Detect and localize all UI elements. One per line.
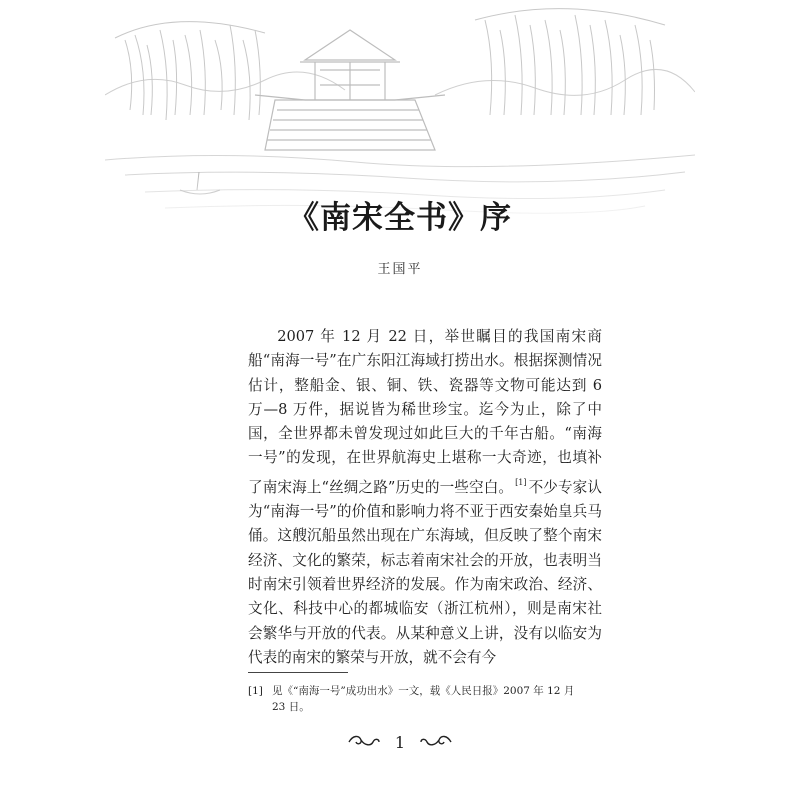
page-title: 《南宋全书》序: [288, 200, 512, 236]
body-text-part2: 不少专家认为“南海一号”的价值和影响力将不亚于西安秦始皇兵马俑。这艘沉船虽然出现在广东海域，但反映了整个南宋经济、文化的繁荣，标志着南宋社会的开放，也表明当时南宋引领着世界经济的发展。作为南宋政治、经济、文化、科技中心的都城临安（浙江杭州），则是南宋社会繁华与开放的代表。从某种意义上讲，没有以临安为代表的南宋的繁荣与开放，就不会有今: [248, 478, 602, 666]
body-text-part1: 2007 年 12 月 22 日，举世瞩目的我国南宋商船“南海一号”在广东阳江海域打捞出水。根据探测情况估计，整船金、银、铜、铁、瓷器等文物可能达到 6 万—8 万件，据说皆为稀世珍宝。迄今为止，除了中国，全世界都未曾发现过如此巨大的千年古船。“南海一号”的发现，在世界航海史上堪称一大奇迹，也填补了南宋海上“丝绸之路”历史的一些空白。: [248, 328, 602, 496]
author-name: 王国平: [377, 262, 423, 277]
footnote: [248, 683, 602, 715]
page-footer: [0, 730, 800, 754]
scroll-ornament-left-icon: [347, 735, 381, 749]
footnote-text: 见《“南海一号”成功出水》一文，载《人民日报》2007 年 12 月: [272, 685, 575, 697]
footnote-label: [1]: [248, 685, 263, 697]
body-paragraph: [248, 325, 602, 670]
page-number: 1: [394, 732, 406, 752]
footnote-reference[interactable]: [1]: [515, 477, 527, 487]
footnote-continuation: 23 日。: [272, 701, 310, 713]
footnote-divider: [248, 672, 348, 673]
scroll-ornament-right-icon: [419, 735, 453, 749]
